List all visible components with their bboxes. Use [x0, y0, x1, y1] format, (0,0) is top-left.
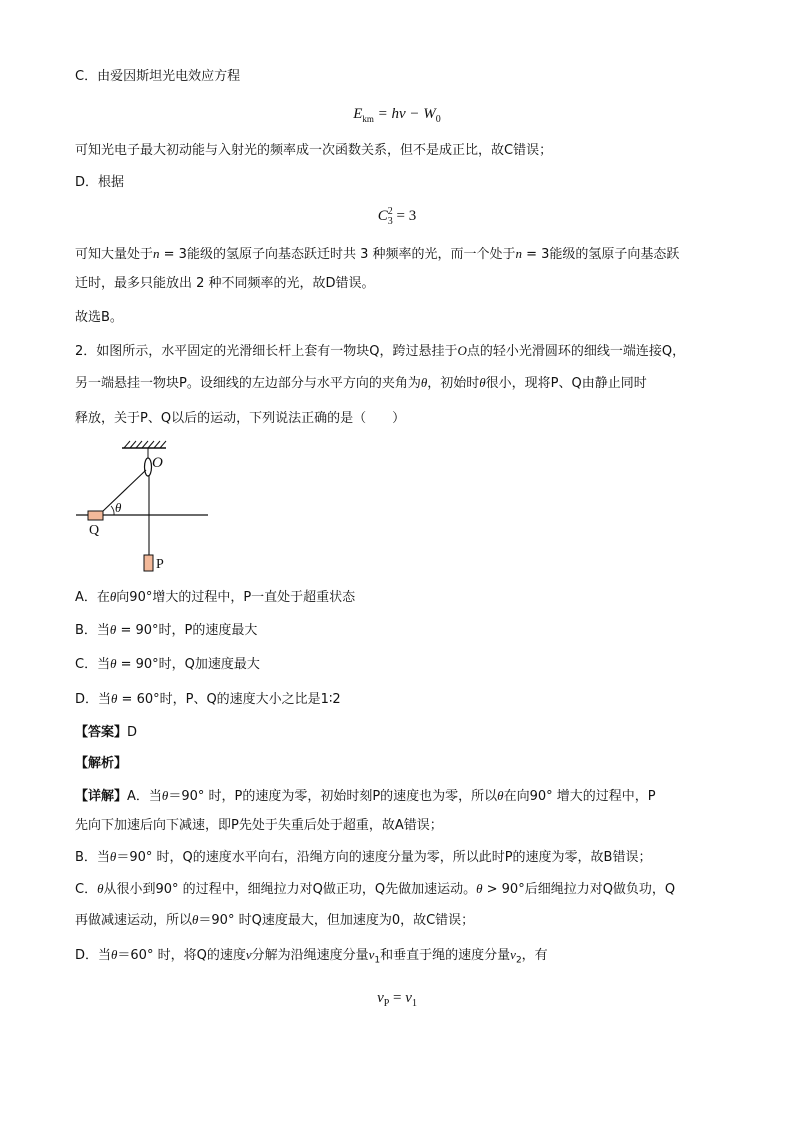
eq1-sub0: 0 [435, 114, 441, 125]
dl1-c: 在向90° 增大的过程中，P [503, 789, 656, 804]
dl5-t: θ [192, 912, 199, 927]
label-theta: θ [115, 500, 122, 515]
dl3-t: θ [109, 849, 117, 864]
angle-arc [111, 506, 114, 515]
detail-line5 [75, 911, 474, 930]
dl6-a: D．当 [75, 948, 112, 963]
dl6-t: θ [111, 947, 118, 962]
dl5-a: 再做减速运动，所以 [75, 913, 193, 928]
string-to-Q [102, 470, 146, 512]
question2-line1 [75, 342, 685, 361]
analysis-line [75, 755, 127, 773]
q2-l2-t2: θ [479, 375, 486, 390]
choose-b: 故选B。 [75, 310, 123, 325]
block-Q [88, 511, 103, 520]
answer-label: 【答案】 [75, 725, 128, 740]
pulley-diagram [70, 440, 215, 575]
d-l1-b: = 3能级的氢原子向基态跃迁时共 3 种频率的光，而一个处于 [159, 247, 516, 262]
opt-c-prev: C．由爱因斯坦光电效应方程 [75, 69, 241, 84]
detail-line6 [75, 946, 548, 970]
dl1-a: A．当 [127, 789, 162, 804]
q2-l2-a: 另一端悬挂一物块P。设细线的左边部分与水平方向的夹角为 [75, 376, 421, 391]
label-P: P [156, 557, 164, 572]
dl4-a: C． [75, 882, 98, 897]
eq1-E: E [353, 106, 363, 122]
opt-a-t: θ [109, 589, 117, 604]
option-d [75, 690, 341, 709]
eq3-mid: = [389, 990, 406, 1006]
opt-d-a: D．当 [75, 692, 112, 707]
detail-line2: 先向下加速后向下减速，即P先处于失重后处于超重，故A错误； [75, 818, 443, 833]
eq1-rest: = hν − W [373, 106, 436, 122]
conclusion-d-line2: 迁时，最多只能放出 2 种不同频率的光，故D错误。 [75, 276, 375, 291]
opt-c-t: θ [110, 656, 117, 671]
detail-line4 [75, 880, 675, 899]
dl4-c: > 90°后细绳拉力对Q做负功，Q [482, 882, 676, 897]
dl6-s2: 2 [515, 955, 522, 966]
opt-d-prev: D．根据 [75, 175, 125, 190]
dl6-b: ＝60° 时，将Q的速度 [117, 948, 246, 963]
opt-b-a: B．当 [75, 623, 110, 638]
block-P [144, 555, 153, 571]
opt-d-b: = 60°时，P、Q的速度大小之比是1∶2 [117, 692, 341, 707]
ring-O [145, 458, 152, 476]
q2-l1-a: 2．如图所示，水平固定的光滑细长杆上套有一物块Q，跨过悬挂于 [75, 344, 458, 359]
q2-l2-c: 很小，现将P、Q由静止同时 [485, 376, 647, 391]
option-c [75, 655, 260, 674]
dl6-e: ，有 [521, 948, 548, 963]
dl3-a: B．当 [75, 850, 110, 865]
answer-line [75, 724, 137, 742]
ceiling-hatch [124, 441, 166, 448]
eq2-C: C [377, 208, 388, 224]
d-l1-c: = 3能级的氢原子向基态跃 [521, 247, 680, 262]
dl4-t2: θ [476, 881, 483, 896]
d-l1-n2: n [515, 246, 522, 261]
dl4-t: θ [97, 881, 104, 896]
opt-b-t: θ [109, 622, 117, 637]
dl6-v1: v [368, 947, 375, 962]
equation-combination [0, 206, 794, 227]
dl6-v2: v [510, 947, 516, 962]
eq3-v1: v [405, 990, 412, 1006]
eq2-rest: = 3 [392, 208, 417, 224]
q2-l1-b: 点的轻小光滑圆环的细线一端连接Q， [466, 344, 686, 359]
opt-b-b: = 90°时，P的速度最大 [116, 623, 258, 638]
equation-photoelectric [0, 104, 794, 130]
eq3-vP: v [377, 990, 384, 1006]
d-l1-a: 可知大量处于 [75, 247, 154, 262]
dl1-b: ＝90° 时，P的速度为零，初始时刻P的速度也为零，所以 [168, 789, 498, 804]
equation-velocity [0, 988, 794, 1014]
dl6-c: 分解为沿绳速度分量 [251, 948, 369, 963]
option-b [75, 621, 257, 640]
dl3-b: ＝90° 时，Q的速度水平向右，沿绳方向的速度分量为零，所以此时P的速度为零，故B错误； [116, 850, 652, 865]
opt-a-b: 向90°增大的过程中，P一直处于超重状态 [116, 590, 356, 605]
dl5-b: ＝90° 时Q速度最大，但加速度为0，故C错误； [198, 913, 475, 928]
question2-line2 [75, 374, 647, 393]
q2-l2-b: ，初始时 [427, 376, 480, 391]
detail-label: 【详解】 [75, 789, 128, 804]
dl6-s1: 1 [374, 955, 381, 966]
detail-line3 [75, 848, 651, 867]
eq1-km: km [362, 114, 374, 124]
dl4-b: 从很小到90° 的过程中，细绳拉力对Q做正功，Q先做加速运动。 [103, 882, 477, 897]
q2-l1-O: O [457, 343, 467, 358]
eq3-subP: P [383, 998, 390, 1009]
detail-line1 [75, 787, 656, 806]
opt-c-b: = 90°时，Q加速度最大 [116, 657, 260, 672]
answer-value: D [127, 725, 138, 740]
dl6-d: 和垂直于绳的速度分量 [380, 948, 511, 963]
eq3-sub1: 1 [411, 998, 417, 1009]
q2-l2-t1: θ [420, 375, 428, 390]
d-l1-n1: n [153, 246, 160, 261]
dl1-t2: θ [497, 788, 504, 803]
eq2-sub: 3 [387, 215, 393, 227]
option-a [75, 588, 355, 607]
eq2-sup: 2 [387, 205, 393, 217]
opt-a-a: A．在 [75, 590, 110, 605]
opt-d-t: θ [111, 691, 118, 706]
question2-line3: 释放，关于P、Q以后的运动，下列说法正确的是（ ） [75, 411, 406, 426]
opt-c-a: C．当 [75, 657, 111, 672]
dl1-t: θ [161, 788, 169, 803]
analysis-label: 【解析】 [75, 756, 128, 771]
conclusion-c: 可知光电子最大初动能与入射光的频率成一次函数关系，但不是成正比，故C错误； [75, 143, 553, 158]
dl6-v: v [245, 947, 252, 962]
conclusion-d-line1 [75, 245, 679, 264]
label-Q: Q [89, 523, 100, 538]
label-O: O [152, 455, 163, 471]
